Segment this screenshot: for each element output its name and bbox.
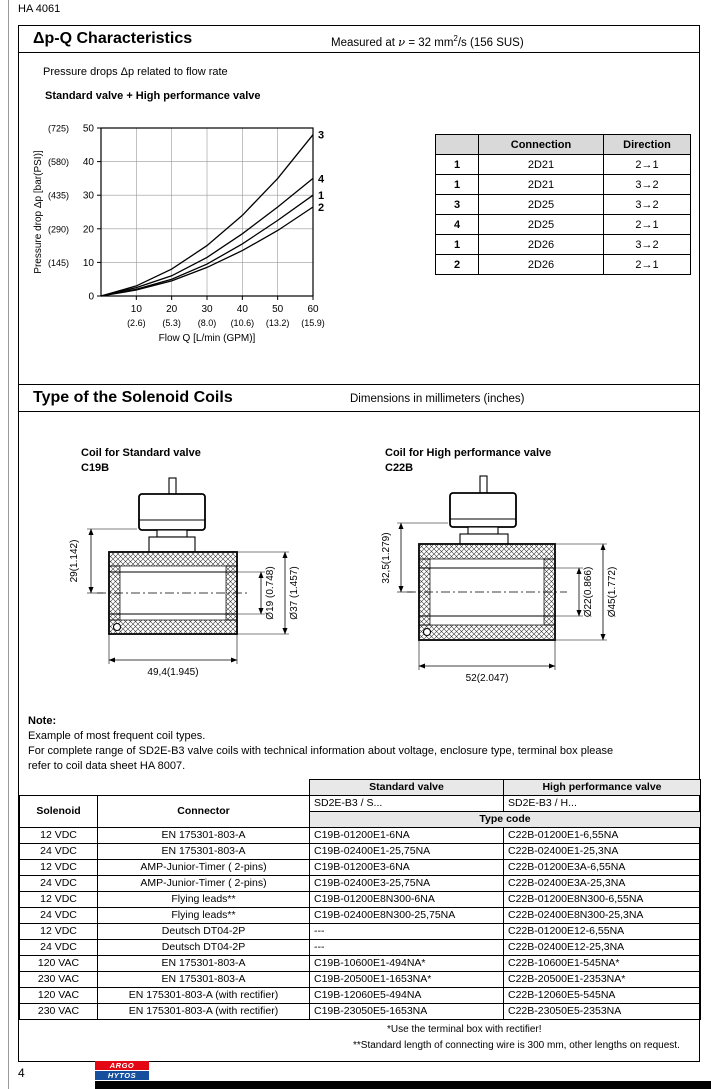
plug-body — [450, 493, 516, 527]
type-code-table — [19, 779, 701, 1020]
svg-text:(5.3): (5.3) — [162, 318, 181, 328]
connector-cell: EN 175301-803-A — [98, 972, 310, 988]
curve-col-header — [436, 135, 479, 155]
standard-code-cell: C19B-02400E8N300-25,75NA — [310, 908, 504, 924]
footnote-rectifier: *Use the terminal box with rectifier! — [387, 1024, 542, 1035]
plug-pin — [169, 478, 176, 495]
svg-text:10: 10 — [82, 257, 94, 269]
winding-terminal — [114, 624, 121, 631]
high-code-cell: C22B-01200E3A-6,55NA — [504, 860, 701, 876]
high-code-cell: C22B-01200E12-6,55NA — [504, 924, 701, 940]
svg-text:(2.6): (2.6) — [127, 318, 146, 328]
high-code-cell: C22B-12060E5-545NA — [504, 988, 701, 1004]
solenoid-cell: 12 VDC — [20, 892, 98, 908]
connection-row — [436, 175, 691, 195]
coil-section-title: Type of the Solenoid Coils — [33, 389, 233, 406]
solenoid-cell: 24 VDC — [20, 844, 98, 860]
solenoid-header: Solenoid — [20, 796, 98, 828]
coil-standard-label — [81, 446, 201, 476]
direction-cell: 3→2 — [604, 175, 691, 195]
pq-section-header — [19, 26, 699, 53]
curve-number-cell: 2 — [436, 255, 479, 275]
curve-number-cell: 1 — [436, 155, 479, 175]
coil-high-drawing — [349, 474, 649, 689]
connector-cell: Deutsch DT04-2P — [98, 924, 310, 940]
solenoid-cell: 12 VDC — [20, 828, 98, 844]
connector-cell: Flying leads** — [98, 892, 310, 908]
connection-row — [436, 195, 691, 215]
curve-number-cell: 1 — [436, 235, 479, 255]
connection-table — [435, 134, 691, 275]
svg-text:1: 1 — [318, 190, 325, 203]
connection-row — [436, 215, 691, 235]
svg-text:30: 30 — [82, 190, 94, 202]
high-code-cell: C22B-01200E8N300-6,55NA — [504, 892, 701, 908]
type-code-row — [20, 828, 701, 844]
high-code-cell: C22B-23050E5-2353NA — [504, 1004, 701, 1020]
direction-cell: 2→1 — [604, 215, 691, 235]
svg-text:(580): (580) — [47, 157, 69, 168]
svg-text:(435): (435) — [47, 190, 69, 201]
standard-code-cell: C19B-23050E5-1653NA — [310, 1004, 504, 1020]
standard-model-cell: SD2E-B3 / S... — [310, 796, 504, 812]
connector-cell: EN 175301-803-A — [98, 828, 310, 844]
direction-cell: 2→1 — [604, 155, 691, 175]
coil-high-caption: Coil for High performance valve — [385, 447, 552, 459]
high-code-cell: C22B-02400E8N300-25,3NA — [504, 908, 701, 924]
coil-standard-code: C19B — [81, 462, 110, 474]
standard-code-cell: C19B-10600E1-494NA* — [310, 956, 504, 972]
connection-cell: 2D21 — [479, 155, 604, 175]
type-code-row — [20, 908, 701, 924]
dim-width-label: 52(2.047) — [465, 673, 509, 684]
solenoid-cell: 24 VDC — [20, 908, 98, 924]
direction-cell: 3→2 — [604, 235, 691, 255]
type-code-row — [20, 876, 701, 892]
svg-text:(145): (145) — [47, 257, 69, 268]
footer-bar — [95, 1081, 711, 1089]
dim-outer-label: Ø37 (1.457) — [289, 566, 300, 620]
high-code-cell: C22B-02400E3A-25,3NA — [504, 876, 701, 892]
measured-prefix: Measured at — [331, 36, 395, 49]
standard-code-cell: C19B-01200E3-6NA — [310, 860, 504, 876]
dim-bore-label: Ø22(0.866) — [583, 566, 594, 618]
curve-number-cell: 1 — [436, 175, 479, 195]
connection-cell: 2D26 — [479, 235, 604, 255]
connection-cell: 2D26 — [479, 255, 604, 275]
standard-code-cell: C19B-01200E8N300-6NA — [310, 892, 504, 908]
type-code-row — [20, 956, 701, 972]
svg-text:(15.9): (15.9) — [301, 318, 325, 328]
high-code-cell: C22B-02400E1-25,3NA — [504, 844, 701, 860]
note-line: Example of most frequent coil types. — [28, 730, 206, 742]
svg-text:4: 4 — [318, 173, 325, 186]
standard-code-cell: --- — [310, 924, 504, 940]
connection-cell: 2D25 — [479, 215, 604, 235]
solenoid-cell: 24 VDC — [20, 876, 98, 892]
measured-sup: 2 — [453, 34, 458, 43]
standard-code-cell: C19B-02400E1-25,75NA — [310, 844, 504, 860]
coil-standard-caption: Coil for Standard valve — [81, 447, 201, 459]
connector-cell: EN 175301-803-A (with rectifier) — [98, 988, 310, 1004]
content-frame — [18, 25, 700, 1062]
connection-row — [436, 235, 691, 255]
high-code-cell: C22B-20500E1-2353NA* — [504, 972, 701, 988]
solenoid-cell: 230 VAC — [20, 972, 98, 988]
note-block — [28, 714, 690, 774]
curve-number-cell: 3 — [436, 195, 479, 215]
type-code-row — [20, 924, 701, 940]
standard-valve-header: Standard valve — [310, 780, 504, 796]
connection-row — [436, 155, 691, 175]
svg-text:40: 40 — [236, 304, 248, 315]
plug-body — [139, 494, 205, 530]
type-code-row — [20, 844, 701, 860]
logo-argo: ARGO — [95, 1061, 149, 1070]
svg-text:50: 50 — [272, 304, 284, 315]
dimensions-note: Dimensions in millimeters (inches) — [350, 393, 525, 405]
note-label: Note: — [28, 715, 57, 727]
page-number: 4 — [18, 1066, 25, 1080]
standard-code-cell: C19B-02400E3-25,75NA — [310, 876, 504, 892]
type-code-row — [20, 860, 701, 876]
standard-code-cell: C19B-12060E5-494NA — [310, 988, 504, 1004]
page-left-rule — [8, 0, 9, 1089]
pq-chart — [29, 116, 329, 356]
dim-height-label: 32,5(1.279) — [381, 532, 392, 584]
solenoid-cell: 12 VDC — [20, 860, 98, 876]
direction-cell: 3→2 — [604, 195, 691, 215]
standard-code-cell: --- — [310, 940, 504, 956]
connector-cell: AMP-Junior-Timer ( 2-pins) — [98, 860, 310, 876]
solenoid-cell: 12 VDC — [20, 924, 98, 940]
connector-cell: AMP-Junior-Timer ( 2-pins) — [98, 876, 310, 892]
standard-code-cell: C19B-01200E1-6NA — [310, 828, 504, 844]
type-code-row — [20, 972, 701, 988]
note-line: For complete range of SD2E-B3 valve coils with technical information about voltage, enclosure type, terminal box please — [28, 745, 614, 757]
svg-text:3: 3 — [318, 129, 325, 142]
measured-at-note — [331, 34, 524, 49]
dim-bore-label: Ø19 (0.748) — [265, 566, 276, 620]
connection-row — [436, 255, 691, 275]
svg-text:40: 40 — [82, 157, 94, 169]
svg-text:20: 20 — [166, 304, 178, 315]
pq-subtitle: Pressure drops Δp related to flow rate — [43, 66, 228, 78]
connection-cell: 2D25 — [479, 195, 604, 215]
svg-text:(290): (290) — [47, 224, 69, 235]
type-code-row — [20, 892, 701, 908]
dim-width-label: 49,4(1.945) — [147, 667, 199, 678]
coil-flange — [149, 537, 195, 552]
svg-text:2: 2 — [318, 201, 325, 214]
svg-text:20: 20 — [82, 224, 94, 236]
doc-number: HA 4061 — [18, 3, 61, 15]
coil-high-code: C22B — [385, 462, 414, 474]
svg-text:60: 60 — [307, 304, 319, 315]
high-code-cell: C22B-01200E1-6,55NA — [504, 828, 701, 844]
connector-cell: Deutsch DT04-2P — [98, 940, 310, 956]
connector-cell: EN 175301-803-A (with rectifier) — [98, 1004, 310, 1020]
chart-heading: Standard valve + High performance valve — [45, 90, 261, 102]
svg-text:0: 0 — [88, 291, 94, 303]
blank-header-cell — [20, 780, 310, 796]
type-code-header: Type code — [310, 812, 701, 828]
connector-header: Connector — [98, 796, 310, 828]
note-line: refer to coil data sheet HA 8007. — [28, 760, 186, 772]
nu-symbol: ν — [398, 34, 406, 49]
solenoid-cell: 120 VAC — [20, 956, 98, 972]
type-code-row — [20, 988, 701, 1004]
svg-text:(13.2): (13.2) — [265, 318, 290, 328]
footnote-wire-length: **Standard length of connecting wire is 300 mm, other lengths on request. — [353, 1040, 680, 1051]
measured-mid: = 32 mm — [405, 36, 454, 49]
direction-cell: 2→1 — [604, 255, 691, 275]
measured-tail: /s (156 SUS) — [457, 36, 524, 49]
solenoid-cell: 24 VDC — [20, 940, 98, 956]
svg-text:50: 50 — [82, 123, 94, 135]
high-code-cell: C22B-10600E1-545NA* — [504, 956, 701, 972]
connection-col-header: Connection — [479, 135, 604, 155]
connector-cell: Flying leads** — [98, 908, 310, 924]
argo-hytos-logo — [95, 1061, 149, 1081]
high-model-cell: SD2E-B3 / H... — [504, 796, 701, 812]
solenoid-cell: 230 VAC — [20, 1004, 98, 1020]
coil-standard-drawing — [33, 474, 333, 689]
dim-outer-label: Ø45(1.772) — [607, 566, 618, 618]
svg-text:(725): (725) — [47, 123, 69, 134]
connector-cell: EN 175301-803-A — [98, 844, 310, 860]
dim-height-label: 29(1.142) — [69, 539, 80, 583]
svg-text:10: 10 — [130, 304, 142, 315]
high-valve-header: High performance valve — [504, 780, 701, 796]
pq-section-title: Δp-Q Characteristics — [33, 30, 193, 47]
solenoid-cell: 120 VAC — [20, 988, 98, 1004]
svg-text:30: 30 — [201, 304, 213, 315]
coil-flange — [460, 534, 508, 544]
curve-number-cell: 4 — [436, 215, 479, 235]
connector-cell: EN 175301-803-A — [98, 956, 310, 972]
logo-hytos: HYTOS — [95, 1071, 149, 1080]
coil-high-label — [385, 446, 551, 476]
svg-text:(8.0): (8.0) — [197, 318, 217, 328]
type-code-row — [20, 1004, 701, 1020]
connection-table-header — [436, 135, 691, 155]
type-code-row — [20, 940, 701, 956]
plug-pin — [480, 476, 487, 493]
svg-text:(10.6): (10.6) — [230, 318, 255, 328]
winding-terminal — [424, 629, 431, 636]
standard-code-cell: C19B-20500E1-1653NA* — [310, 972, 504, 988]
connection-cell: 2D21 — [479, 175, 604, 195]
high-code-cell: C22B-02400E12-25,3NA — [504, 940, 701, 956]
svg-text:Flow Q [L/min (GPM)]: Flow Q [L/min (GPM)] — [158, 333, 256, 344]
direction-col-header: Direction — [604, 135, 691, 155]
svg-text:Pressure drop Δp [bar(PSI)]: Pressure drop Δp [bar(PSI)] — [33, 150, 44, 274]
coil-section-header — [19, 384, 699, 412]
